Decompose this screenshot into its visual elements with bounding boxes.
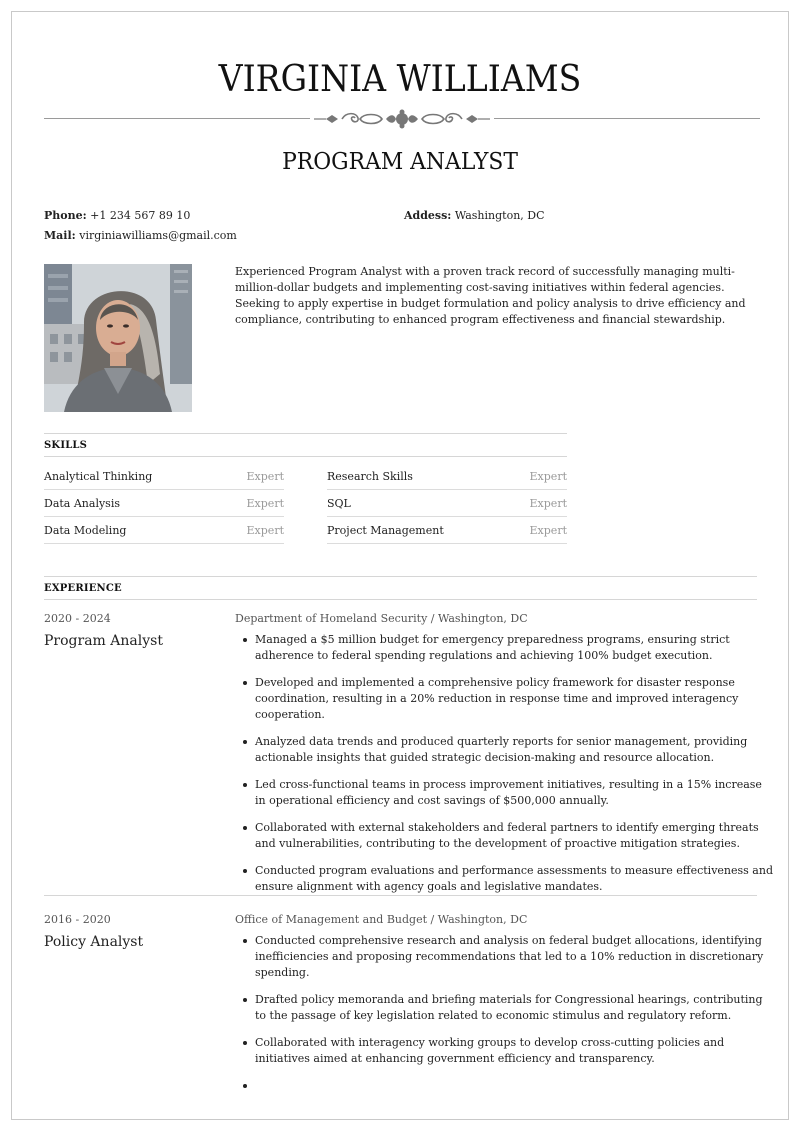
skills-heading-rule (44, 456, 567, 457)
skill-name: Project Management (327, 524, 444, 537)
job-bullet (235, 1078, 775, 1094)
job-dates: 2020 - 2024 (44, 612, 111, 625)
job-company: Office of Management and Budget / Washington, DC (235, 913, 528, 926)
skill-name: Research Skills (327, 470, 413, 483)
header-divider (44, 108, 760, 130)
skill-level: Expert (246, 470, 284, 483)
skill-level: Expert (246, 524, 284, 537)
skill-item (44, 463, 284, 490)
skill-item (44, 490, 284, 517)
resume-page (11, 11, 789, 1120)
ornament-divider-icon (312, 108, 492, 130)
profile-photo-illustration (44, 264, 192, 412)
job-bullets (235, 632, 775, 906)
experience-top-rule (44, 576, 757, 577)
divider-line-left (44, 118, 310, 119)
job-bullet: Conducted program evaluations and performance assessments to measure effectiveness and ensure alignment with agency goals and legislative mandates. (235, 863, 775, 895)
job-bullet: Drafted policy memoranda and briefing materials for Congressional hearings, contributing to the passage of key legislation related to economic stimulus and regulatory reform. (235, 992, 775, 1024)
address-value: Washington, DC (454, 209, 545, 222)
skill-level: Expert (529, 524, 567, 537)
job-bullet: Led cross-functional teams in process improvement initiatives, resulting in a 15% increase in operational efficiency and cost savings of $500,000 annually. (235, 777, 775, 809)
divider-line-right (494, 118, 760, 119)
phone-line (44, 209, 190, 222)
job-bullet: Conducted comprehensive research and analysis on federal budget allocations, identifying inefficiencies and proposing recommendations that led to a 10% reduction in discretionary spending. (235, 933, 775, 981)
profile-summary: Experienced Program Analyst with a proven track record of successfully managing multi-million-dollar budgets and implementing cost-saving initiatives within federal agencies. Seeking to apply expertise in budget formulation and policy analysis to drive efficiency and compliance, contributing to enhanced program effectiveness and financial stewardship. (235, 265, 746, 326)
job-bullets (235, 933, 775, 1105)
job-separator (44, 895, 757, 896)
profile-photo (44, 264, 192, 412)
skill-item (327, 517, 567, 544)
job-bullet: Managed a $5 million budget for emergency preparedness programs, ensuring strict adherence to federal spending regulations and achieving 100% budget execution. (235, 632, 775, 664)
experience-heading: EXPERIENCE (44, 583, 122, 594)
address-line (404, 209, 545, 222)
experience-heading-rule (44, 599, 757, 600)
skill-level: Expert (529, 470, 567, 483)
skills-top-rule (44, 433, 567, 434)
skill-item (44, 517, 284, 544)
job-bullet: Analyzed data trends and produced quarterly reports for senior management, providing actionable insights that guided strategic decision-making and resource allocation. (235, 734, 775, 766)
skills-heading: SKILLS (44, 440, 88, 451)
skill-name: Data Modeling (44, 524, 127, 537)
phone-value: +1 234 567 89 10 (90, 209, 191, 222)
skill-name: Data Analysis (44, 497, 120, 510)
skill-item (327, 490, 567, 517)
mail-label: Mail: (44, 229, 76, 242)
address-label: Addess: (404, 209, 452, 222)
skill-name: Analytical Thinking (44, 470, 153, 483)
job-bullet: Developed and implemented a comprehensive policy framework for disaster response coordination, resulting in a 20% reduction in response time and improved interagency cooperation. (235, 675, 775, 723)
skill-name: SQL (327, 497, 351, 510)
job-role: Policy Analyst (44, 934, 144, 950)
mail-value: virginiawilliams@gmail.com (79, 229, 237, 242)
job-company: Department of Homeland Security / Washington, DC (235, 612, 528, 625)
skill-level: Expert (246, 497, 284, 510)
skill-level: Expert (529, 497, 567, 510)
job-dates: 2016 - 2020 (44, 913, 111, 926)
job-role: Program Analyst (44, 633, 163, 649)
mail-line (44, 229, 237, 242)
skill-item (327, 463, 567, 490)
job-bullet: Collaborated with interagency working groups to develop cross-cutting policies and initiatives aimed at enhancing government efficiency and transparency. (235, 1035, 775, 1067)
job-title: PROGRAM ANALYST (282, 149, 518, 175)
phone-label: Phone: (44, 209, 87, 222)
job-bullet: Collaborated with external stakeholders and federal partners to identify emerging threats and vulnerabilities, contributing to the development of proactive mitigation strategies. (235, 820, 775, 852)
candidate-name: VIRGINIA WILLIAMS (218, 59, 582, 100)
